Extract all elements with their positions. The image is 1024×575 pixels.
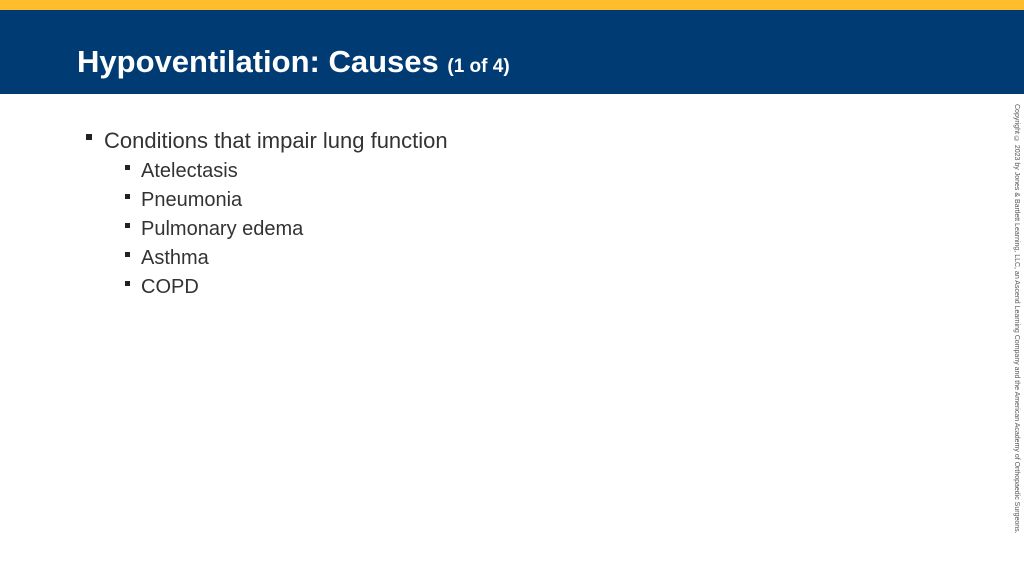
square-bullet-icon [125, 223, 130, 228]
square-bullet-icon [125, 165, 130, 170]
sub-bullet-item [86, 218, 966, 247]
sub-bullet-text: Pulmonary edema [141, 218, 304, 240]
slide-header [0, 10, 1024, 94]
sub-bullet-text: Atelectasis [141, 160, 238, 182]
square-bullet-icon [125, 194, 130, 199]
square-bullet-icon [125, 252, 130, 257]
sub-bullet-text: Pneumonia [141, 189, 243, 211]
bullet-text: Conditions that impair lung function [104, 128, 448, 153]
square-bullet-icon [86, 134, 92, 140]
sub-bullet-item [86, 160, 966, 189]
slide-title-suffix: (1 of 4) [447, 56, 510, 77]
square-bullet-icon [125, 281, 130, 286]
copyright-notice: Copyright © 2023 by Jones & Bartlett Learning, LLC, an Ascend Learning Company and the American Academy of Orthopaedic Surgeons. [1013, 104, 1020, 534]
sub-bullet-text: COPD [141, 276, 199, 298]
top-accent-stripe [0, 0, 1024, 10]
sub-bullet-item [86, 189, 966, 218]
sub-bullet-text: Asthma [141, 247, 209, 269]
bullet-item [86, 128, 966, 160]
sub-bullet-item [86, 247, 966, 276]
slide-title-text: Hypoventilation: Causes [77, 44, 439, 79]
slide-title [77, 43, 510, 86]
sub-bullet-item [86, 276, 966, 305]
slide-content [86, 128, 966, 305]
